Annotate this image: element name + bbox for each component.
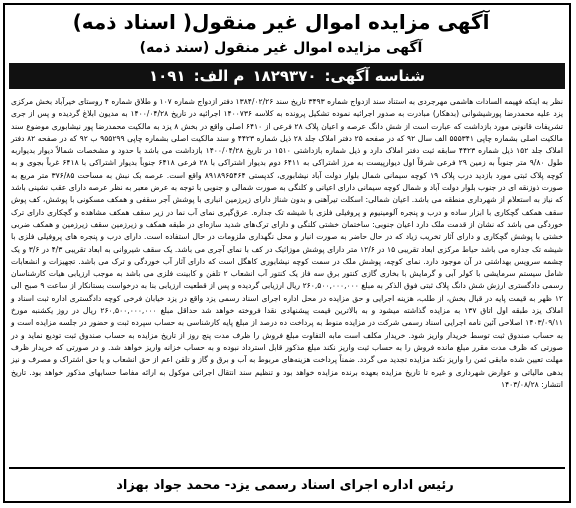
notice-frame — [3, 3, 571, 503]
notice-body: نظر به اینکه فهیمه السادات هاشمی مهرجردی به استناد سند ازدواج شماره ۳۴۹۳ تاریخ سند ۱۳۸۴/۰۲/۲۶ دفتر ازدواج شماره ۱۰۷ و طلاق شماره ۴ روستای خیرآباد بخش مرکزی یزد علیه محمدرضا پورشیشوانی (بدهکار) مبادرت به صدور اجرائیه نموده تشکیل پرونده به کلاسه ۱۴۰۰۷۳۶ اجرائیه در تاریخ ۱۴۰۰/۰۴/۲۸ به مدیون ابلاغ گردیده و پس از جری تشریفات قانونی مورد بازداشت که عبارت است از شش دانگ عرصه و اعیان پلاک ۲۸ فرعی از ۶۴۱۰ اصلی واقع در بخش ۸ یزد به مالکیت محمدرضا پور نیشابوری موضوع سند مالکیت اصلی بشماره چاپی ۵۵۵۳۴۱ الف سال ۹۲ که در صفحه ۲۵ دفتر املاک جلد ۲۸ ذیل شماره ۴۴۲۳ و سند مالکیت اصلی بشماره چاپی ۹۵۵۲۹۹ ب ۹۲ که در صفحه ۸۲ دفتر املاک جلد ۱۵۲ ذیل شماره ۴۴۲۳ سابقه ثبت دفتر املاک دارد و ذیل شماره بازداشتی ۱۵۱۰ در تاریخ ۱۴۰۰/۰۴/۲۸ بازداشت می باشد با حدود و مشخصات شمالاً دیوار بدیواربه طول ۹/۸۰ متر جنوباً به زمین ۲۹ فرعی شرقاً اول دیوارپیست به مرز اشتراکی به ۶۴۱۱ دوم بدیوار اشتراکی با ۲۸ فرعی ۶۴۱۸ جنوباً بدیوار اشتراکی با ۶۴۱۸ غرباً بجوی و به کوچه پلاک ثبتی مورد بازدید درب پلاک ۱۹ کوچه سیمانی شمال بلوار دولت آباد نیشابوری، کدپستی ۸۹۱۸۹۶۵۴۶۴ واقع است. عرصه بک نبش به مساحت ۳۷۶/۸۵ متر مربع به صورت ذوزنقه ای در جنوب بلوار دولت آباد و شمال کوچه سیمانی دارای اعیانی و کلنگی به صورت شمالی و جنوبی با توجه به عرض معبر به نظر عرصه دارای عقب نشینی باشد که نیاز به استعلام از شهرداری منطقه می باشد. اعیان شمالی: اسکلت تیرآهنی و بدون شناژ دارای زیرزمین انباری با پوشش آجر سقفی و همکف مسکونی با پوشش، کف پوش سقف همکف گچکاری با ابزار ساده و درب و پنجره آلومینیوم و پروفیلی فلزی با شیشه تک جداره. عرق‌گیری نمای آب نما در زیر سقف همکف مشاهده و گچکاری دارای ترک خوردگی می باشد که نشان از قدمت ملک دارد اعیان جنوبی: ساختمان خشتی کلنگی و دارای ترک‌های شدید سازه‌ای در طبقه همکف و زیرزمین سقف زیرزمین و همکف ضربی خشتی با پوشش گچکاری و دارای آثار تخریب زیاد که در حال حاضر به صورت انبار و محل نگهداری ملزومات در حال استفاده است. دارای درب و پنجره های پروفیلی فلزی با شیشه تک جداره می باشد حیاط مرکزی ابعاد تقریبی ۱۵ در ۱۲/۶ متر دارای پوشش موزائیک در کف با نمای آجری می باشد. یک سقف شیروانی به ابعاد تقریبی ۴/۳ در ۳/۶ و یک چشمه سرویس بهداشتی در آن موجود دارد. نمای کوچه، پوشش ملک در سمت کوچه نیشابوری کاهگل است که دارای آثار آب خوردگی و ترک می باشد. تجهیزات و انشعابات شامل سیستم سرمایشی با کولر آبی و گرمایش با بخاری گازی کنتور برق سه فاز یک کنتور آب انشعاب ۲ تلفن و کابینت فلزی می باشد به موجب ارزیابی هیات کارشناسان رسمی دادگستری ارزش شش دانگ پلاک ثبتی فوق الذکر به مبلغ ۲۶۰,۵۰۰,۰۰۰,۰۰۰ ریال ارزیابی گردیده و پس از قطعیت ارزیابی بنا به درخواست بستانکار از ساعت ۹ صبح الی ۱۲ ظهر به قیمت پایه در قبال بخش، از طلب، هزینه اجرایی و حق مزایده در محل اداره اجرای اسناد رسمی یزد واقع در یزد خیابان فرخی کوچه دادگستری اداره ثبت اسناد و املاک یزد طبقه اول اتاق ۱۳۷ به مزایده گذاشته میشود و به بالاترین قیمت پیشنهادی نقدا فروخته خواهد شد حداقل مبلغ ۲۶۰,۵۰۰,۰۰۰,۰۰۰ ریال در روز یکشنبه مورخ ۱۴۰۳/۰۹/۱۱ اصلاحی آئین نامه اجرایی اسناد رسمی شرکت در مزایده منوط به پرداخت ده درصد از مبلغ پایه کارشناسی به حساب سپرده ثبت و حضور در جلسه مزایده است و به حساب صندوق ثبت توسط خریدار واریز شود. خریدار مکلف است مابه التفاوت مبلغ فروش را ظرف مدت پنج روز از تاریخ مزایده به حساب صندوق ثبت تودیع نماید و در صورتی که ظرف مدت مقرر مبلغ مانده فروش را به حساب ثبت واریز نکند مبلغ مذکور قابل استرداد نبوده و به حساب خزانه واریز خواهد شد. و در صورتی که خریدار ظرف مهلت تعیین شده مابقی ثمن را واریز نکند مزایده تجدید می گردد. ضمناً پرداخت هزینه‌های مربوط به آب و برق و گاز و تلفن اعم از حق انشعاب و یا حق اشتراک و مصرف و نیز بدهی مالیاتی و عوارض شهرداری و غیره تا تاریخ مزایده بعهده برنده مزایده خواهد بود و تنظیم سند انتقال اجرائی موکول به ارائه مفاصا حسابهای مذکور خواهد بود. تاریخ انتشار: ۱۴۰۳/۰۸/۲۸ — [11, 97, 564, 389]
letter-label: م الف: — [193, 67, 245, 85]
notice-id-value: ۱۸۲۹۳۷۰ — [252, 67, 317, 85]
notice-id-label: شناسه آگهی: — [324, 67, 426, 85]
letter-value: ۱۰۹۱ — [148, 67, 186, 85]
signature-divider — [9, 467, 565, 469]
notice-title: آگهی مزایده اموال غیر منقول( اسناد ذمه) — [72, 10, 490, 34]
notice-signature: رئیس اداره اجرای اسناد رسمی یزد- محمد جواد بهزاد — [116, 478, 454, 493]
notice-id-bar — [9, 63, 565, 89]
notice-subtitle: آگهی مزایده اموال غیر منقول (سند ذمه) — [139, 40, 423, 56]
